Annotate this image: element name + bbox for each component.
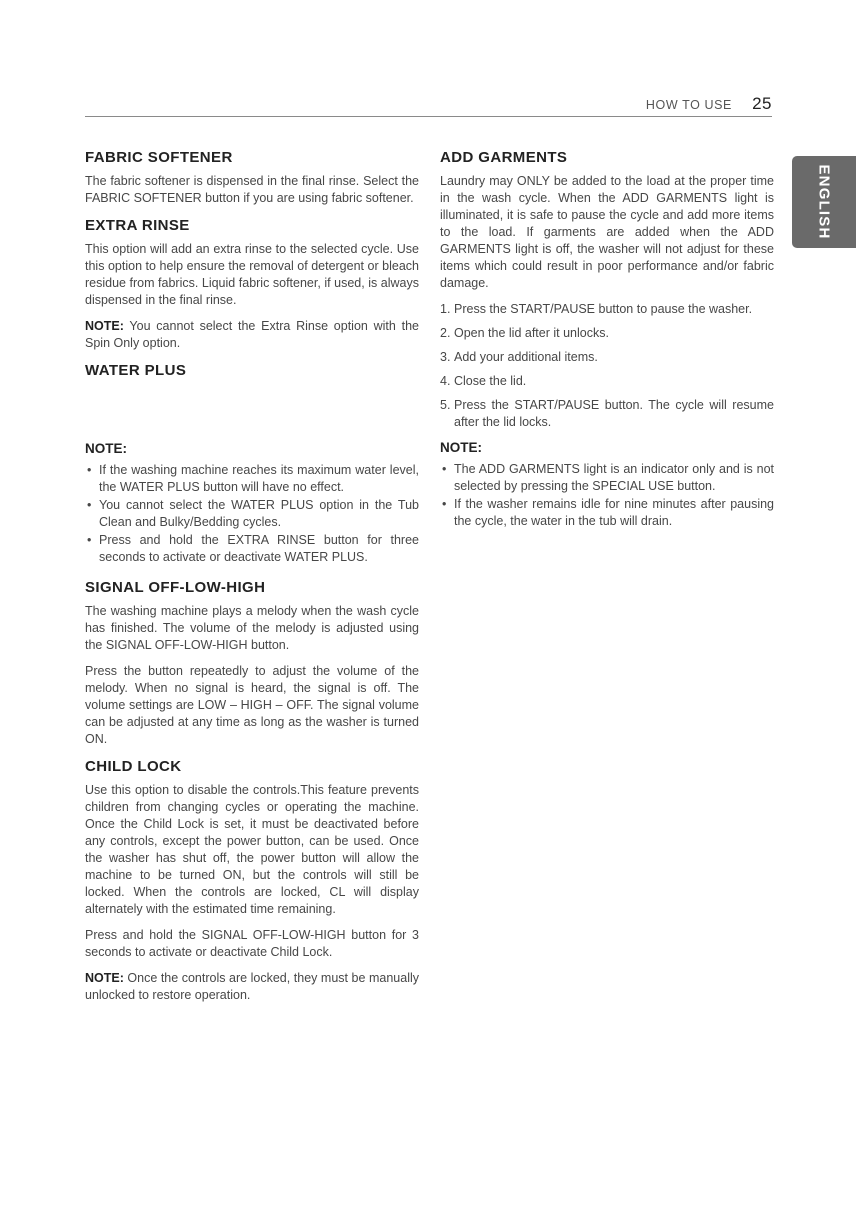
- add-garments-body: Laundry may ONLY be added to the load at the proper time in the wash cycle. When the ADD GARMENTS light is illuminated, it is safe to pause the cycle and add more items to the load. If garments are added when the ADD GARMENTS light is off, the washer will not adjust for these items which could result in poor performance and/or fabric damage.: [440, 174, 774, 290]
- step-item: 2. Open the lid after it unlocks.: [440, 326, 609, 340]
- water-plus-note-heading: NOTE:: [85, 441, 127, 456]
- add-garments-section: [440, 148, 774, 530]
- step-item: 5. Press the START/PAUSE button. The cycle will resume after the lid locks.: [440, 398, 774, 429]
- step-item: 3. Add your additional items.: [440, 350, 598, 364]
- step-item: 1. Press the START/PAUSE button to pause the washer.: [440, 302, 753, 316]
- add-garments-steps: [440, 301, 774, 431]
- language-tab-label: ENGLISH: [815, 164, 833, 240]
- signal-section: [85, 578, 419, 748]
- page-number: 25: [752, 94, 772, 113]
- list-item: • If the washing machine reaches its maximum water level, the WATER PLUS button will have no effect.: [87, 463, 419, 494]
- left-column: [85, 148, 419, 1013]
- fabric-softener-body: The fabric softener is dispensed in the final rinse. Select the FABRIC SOFTENER button if you are using fabric softener.: [85, 174, 419, 205]
- list-item: • The ADD GARMENTS light is an indicator only and is not selected by pressing the SPECIAL USE button.: [442, 462, 774, 493]
- extra-rinse-note: [85, 318, 419, 352]
- child-lock-title: CHILD LOCK: [85, 758, 182, 775]
- note-text: Once the controls are locked, they must be manually unlocked to restore operation.: [85, 971, 419, 1002]
- language-tab: [792, 156, 856, 248]
- note-text: You cannot select the Extra Rinse option with the Spin Only option.: [85, 319, 419, 350]
- extra-rinse-body: This option will add an extra rinse to the selected cycle. Use this option to help ensure the removal of detergent or bleach residue from fabrics. Liquid fabric softener, if used, is always dispensed in the final rinse.: [85, 242, 419, 307]
- list-item: • You cannot select the WATER PLUS option in the Tub Clean and Bulky/Bedding cycles.: [87, 498, 419, 529]
- header-section-title: HOW TO USE: [645, 98, 732, 112]
- signal-paragraph: Press the button repeatedly to adjust the volume of the melody. When no signal is heard, the signal is off. The volume settings are LOW – HIGH – OFF. The signal volume can be adjusted at any time as long as the washer is turned ON.: [85, 664, 419, 746]
- note-label: NOTE:: [85, 971, 124, 985]
- page-header: [85, 94, 772, 117]
- extra-rinse-title: EXTRA RINSE: [85, 217, 190, 234]
- child-lock-paragraph: Press and hold the SIGNAL OFF-LOW-HIGH button for 3 seconds to activate or deactivate Child Lock.: [85, 928, 419, 959]
- note-label: NOTE:: [85, 319, 124, 333]
- right-column: [440, 148, 774, 542]
- list-item: • If the washer remains idle for nine minutes after pausing the cycle, the water in the tub will drain.: [442, 497, 774, 528]
- add-garments-note-list: [440, 461, 774, 530]
- fabric-softener-section: [85, 148, 419, 207]
- fabric-softener-title: FABRIC SOFTENER: [85, 149, 233, 166]
- extra-rinse-section: [85, 216, 419, 352]
- water-plus-section: [85, 361, 419, 566]
- water-plus-title: WATER PLUS: [85, 362, 187, 379]
- list-item: • Press and hold the EXTRA RINSE button for three seconds to activate or deactivate WATER PLUS.: [87, 533, 419, 564]
- child-lock-note: [85, 970, 419, 1004]
- water-plus-note-list: [85, 462, 419, 566]
- add-garments-title: ADD GARMENTS: [440, 149, 568, 166]
- step-item: 4. Close the lid.: [440, 374, 527, 388]
- signal-paragraph: The washing machine plays a melody when the wash cycle has finished. The volume of the melody is adjusted using the SIGNAL OFF-LOW-HIGH button.: [85, 604, 419, 652]
- add-garments-note-heading: NOTE:: [440, 440, 482, 455]
- child-lock-paragraph: Use this option to disable the controls.This feature prevents children from changing cycles or operating the machine. Once the Child Lock is set, it must be deactivated before any controls, except the power button, can be used. Once the washer has shut off, the power button will allow the machine to be turned ON, but the controls will still be locked. When the controls are locked, CL will display alternately with the estimated time remaining.: [85, 783, 419, 916]
- signal-title: SIGNAL OFF-LOW-HIGH: [85, 579, 266, 596]
- child-lock-section: [85, 757, 419, 1004]
